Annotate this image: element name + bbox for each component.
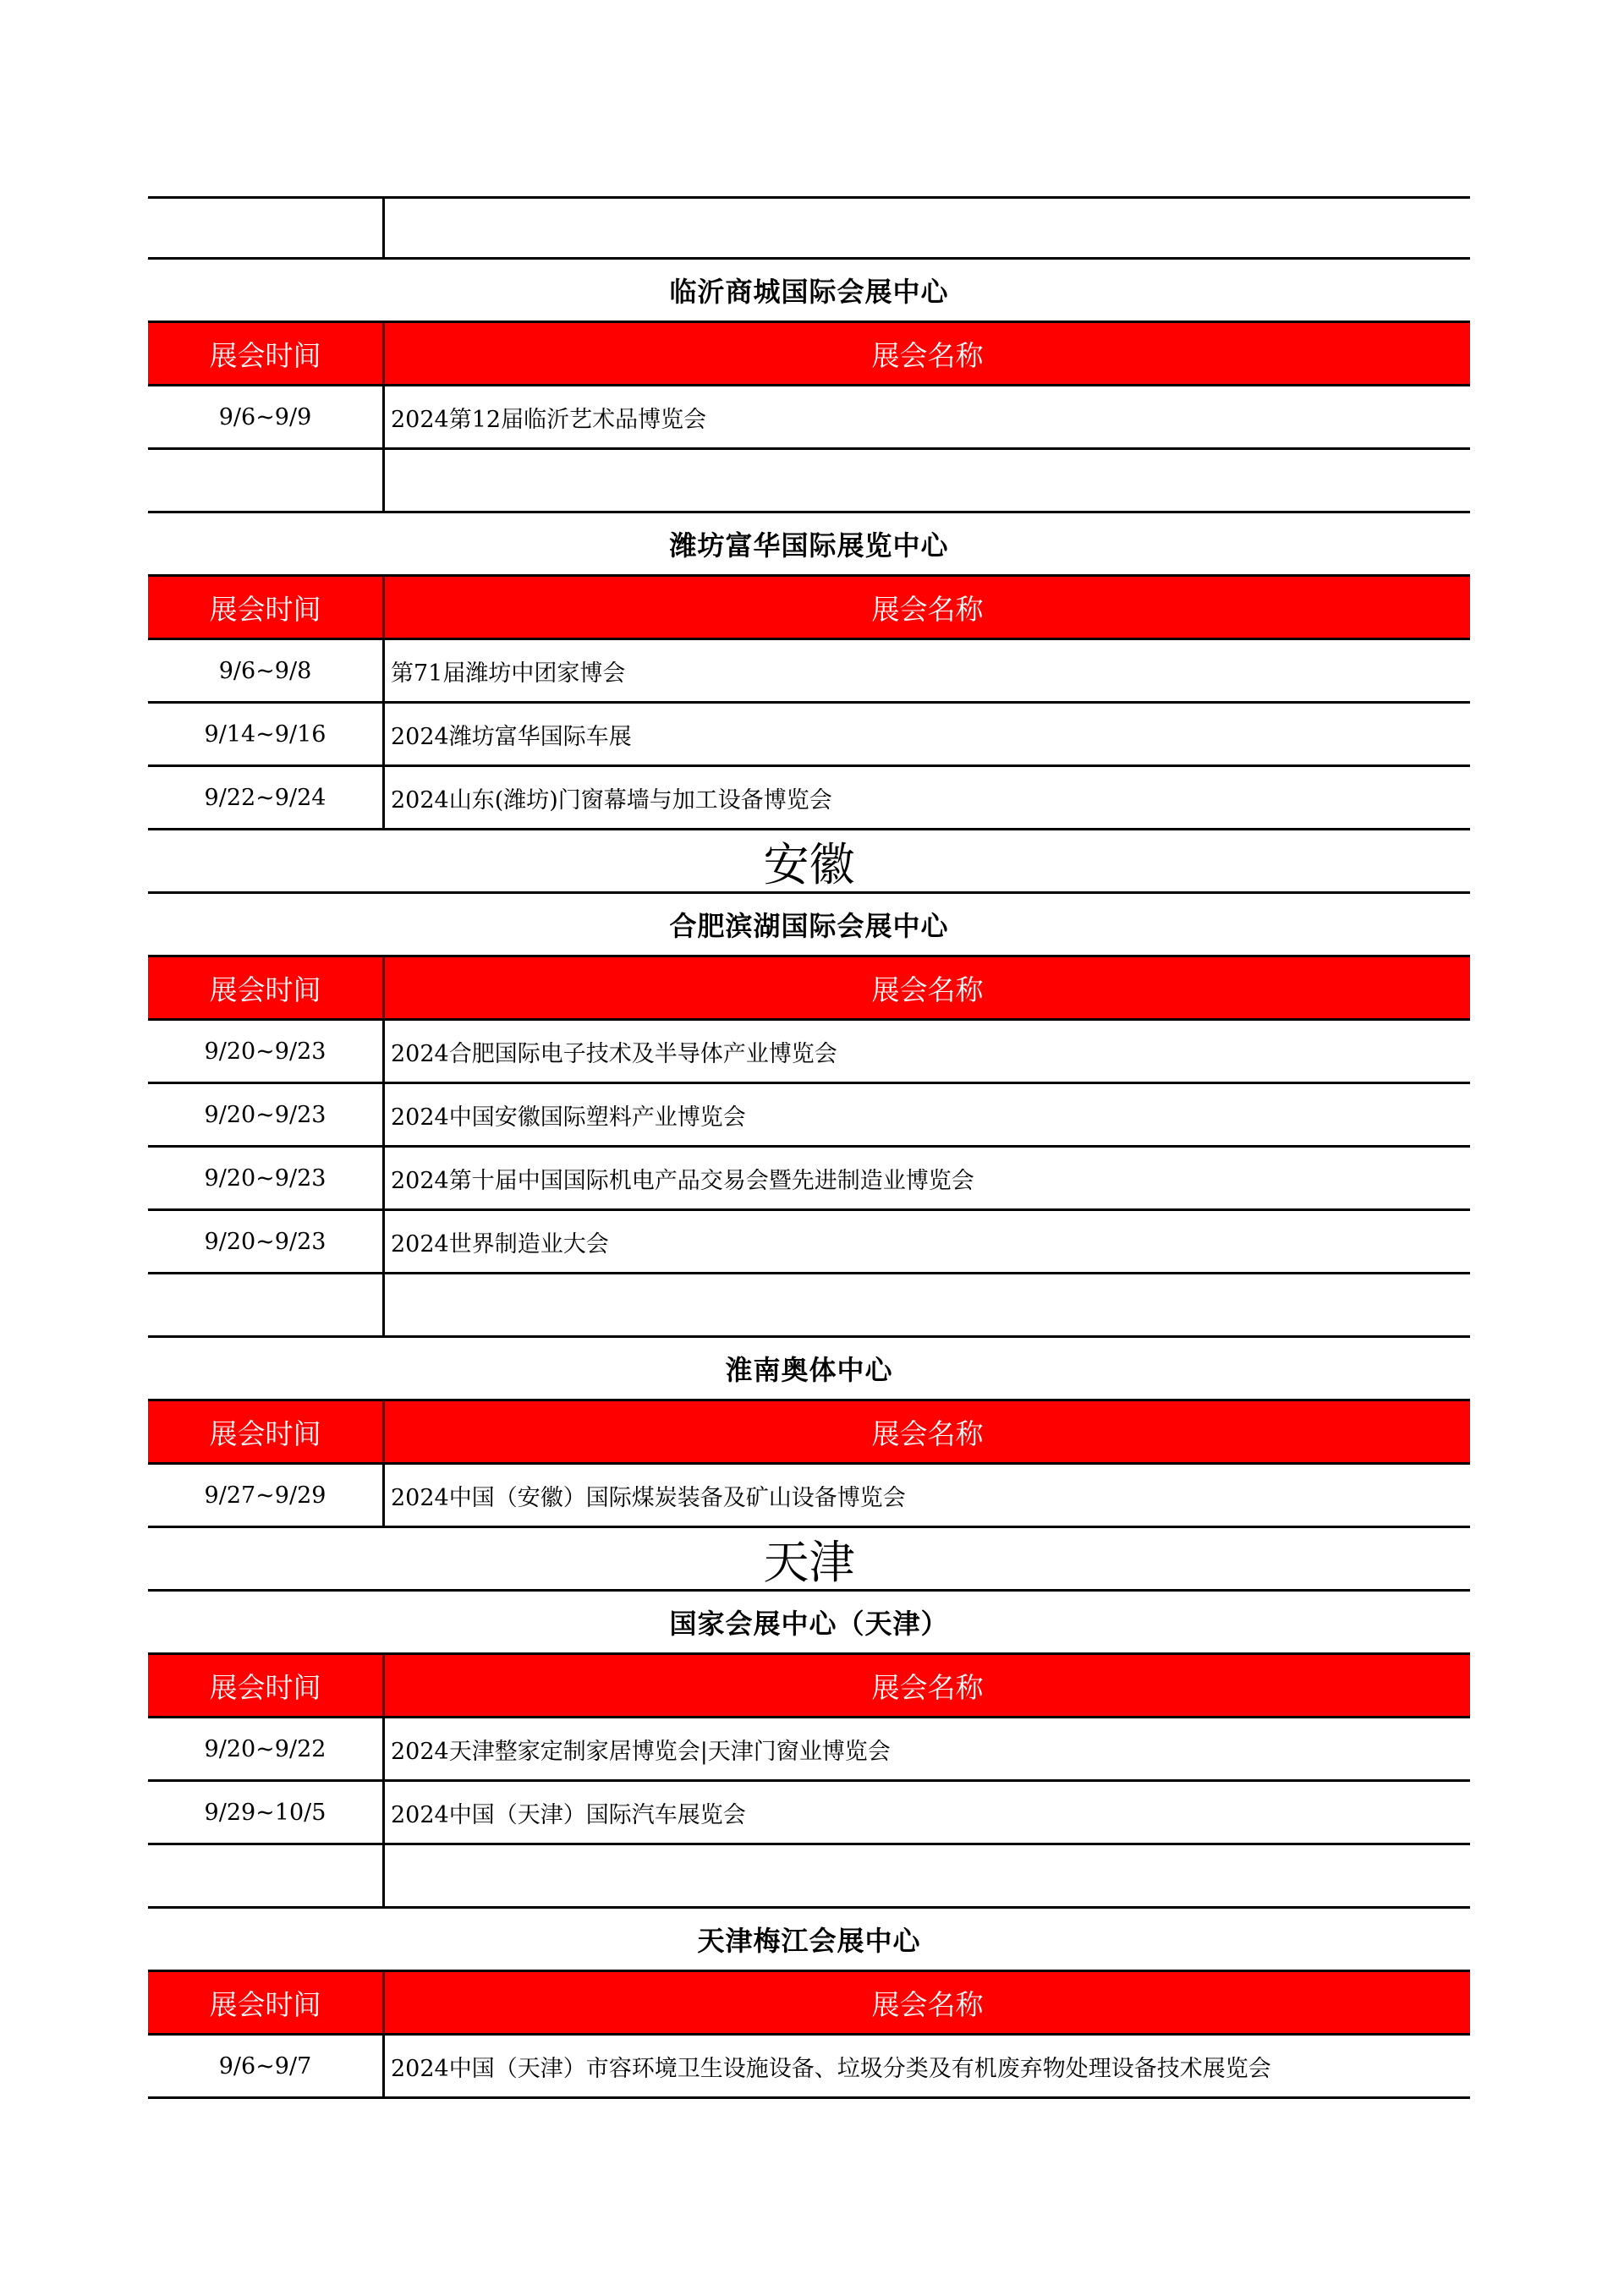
event-name: 2024合肥国际电子技术及半导体产业博览会: [391, 1040, 837, 1067]
region-title: 安徽: [148, 830, 1470, 894]
event-name: 2024中国安徽国际塑料产业博览会: [391, 1104, 746, 1131]
empty-name-cell: [391, 450, 1470, 511]
event-row: [148, 767, 1470, 830]
venue-title: 合肥滨湖国际会展中心: [148, 894, 1470, 957]
event-row: [148, 1465, 1470, 1528]
header-name: 展会名称: [871, 973, 984, 1006]
header-date: 展会时间: [148, 323, 385, 384]
event-name: 2024中国（天津）国际汽车展览会: [391, 1801, 746, 1828]
venue-title: 天津梅江会展中心: [148, 1909, 1470, 1972]
event-date: 9/20~9/22: [148, 1718, 385, 1779]
empty-row: [148, 1845, 1470, 1909]
event-date: 9/20~9/23: [148, 1148, 385, 1208]
event-date: 9/22~9/24: [148, 767, 385, 828]
empty-date-cell: [148, 1274, 385, 1335]
event-name: 2024中国（安徽）国际煤炭装备及矿山设备博览会: [391, 1484, 906, 1511]
empty-date-cell: [148, 199, 385, 257]
event-name: 2024潍坊富华国际车展: [391, 723, 632, 750]
event-date: 9/6~9/9: [148, 386, 385, 447]
venue-title: 国家会展中心（天津）: [148, 1592, 1470, 1655]
event-row: [148, 1021, 1470, 1084]
header-name: 展会名称: [871, 1670, 984, 1704]
region-title: 天津: [148, 1528, 1470, 1592]
event-date: 9/6~9/8: [148, 640, 385, 701]
header-name: 展会名称: [871, 1417, 984, 1450]
event-date: 9/29~10/5: [148, 1782, 385, 1843]
event-row: [148, 640, 1470, 704]
event-date: 9/20~9/23: [148, 1084, 385, 1145]
event-name: 2024世界制造业大会: [391, 1230, 609, 1258]
event-name: 第71届潍坊中团家博会: [391, 660, 626, 687]
event-date: 9/27~9/29: [148, 1465, 385, 1526]
exhibition-schedule-table: [148, 196, 1470, 2099]
event-name: 2024中国（天津）市容环境卫生设施设备、垃圾分类及有机废弃物处理设备技术展览会: [391, 2055, 1271, 2082]
event-name: 2024第十届中国国际机电产品交易会暨先进制造业博览会: [391, 1167, 974, 1194]
header-date: 展会时间: [148, 957, 385, 1018]
event-row: [148, 2036, 1470, 2099]
table-header: [148, 1655, 1470, 1718]
event-row: [148, 386, 1470, 450]
event-date: 9/14~9/16: [148, 704, 385, 764]
empty-name-cell: [391, 199, 1470, 257]
empty-name-cell: [391, 1845, 1470, 1906]
table-header: [148, 577, 1470, 640]
empty-date-cell: [148, 1845, 385, 1906]
event-row: [148, 1211, 1470, 1274]
event-row: [148, 1718, 1470, 1782]
event-date: 9/20~9/23: [148, 1021, 385, 1082]
event-row: [148, 1782, 1470, 1845]
event-name: 2024第12届临沂艺术品博览会: [391, 406, 707, 433]
table-header: [148, 323, 1470, 386]
event-name: 2024山东(潍坊)门窗幕墙与加工设备博览会: [391, 786, 832, 814]
empty-row: [148, 196, 1470, 260]
event-date: 9/20~9/23: [148, 1211, 385, 1272]
empty-date-cell: [148, 450, 385, 511]
empty-row: [148, 450, 1470, 513]
table-header: [148, 957, 1470, 1021]
event-name: 2024天津整家定制家居博览会|天津门窗业博览会: [391, 1738, 891, 1765]
header-name: 展会名称: [871, 338, 984, 372]
event-row: [148, 1148, 1470, 1211]
header-date: 展会时间: [148, 1655, 385, 1716]
event-date: 9/6~9/7: [148, 2036, 385, 2096]
venue-title: 潍坊富华国际展览中心: [148, 513, 1470, 577]
empty-name-cell: [391, 1274, 1470, 1335]
table-header: [148, 1401, 1470, 1465]
header-date: 展会时间: [148, 1401, 385, 1462]
header-name: 展会名称: [871, 1987, 984, 2021]
event-row: [148, 1084, 1470, 1148]
venue-title: 淮南奥体中心: [148, 1338, 1470, 1401]
header-date: 展会时间: [148, 577, 385, 638]
header-date: 展会时间: [148, 1972, 385, 2033]
venue-title: 临沂商城国际会展中心: [148, 260, 1470, 323]
header-name: 展会名称: [871, 592, 984, 626]
empty-row: [148, 1274, 1470, 1338]
table-header: [148, 1972, 1470, 2036]
event-row: [148, 704, 1470, 767]
